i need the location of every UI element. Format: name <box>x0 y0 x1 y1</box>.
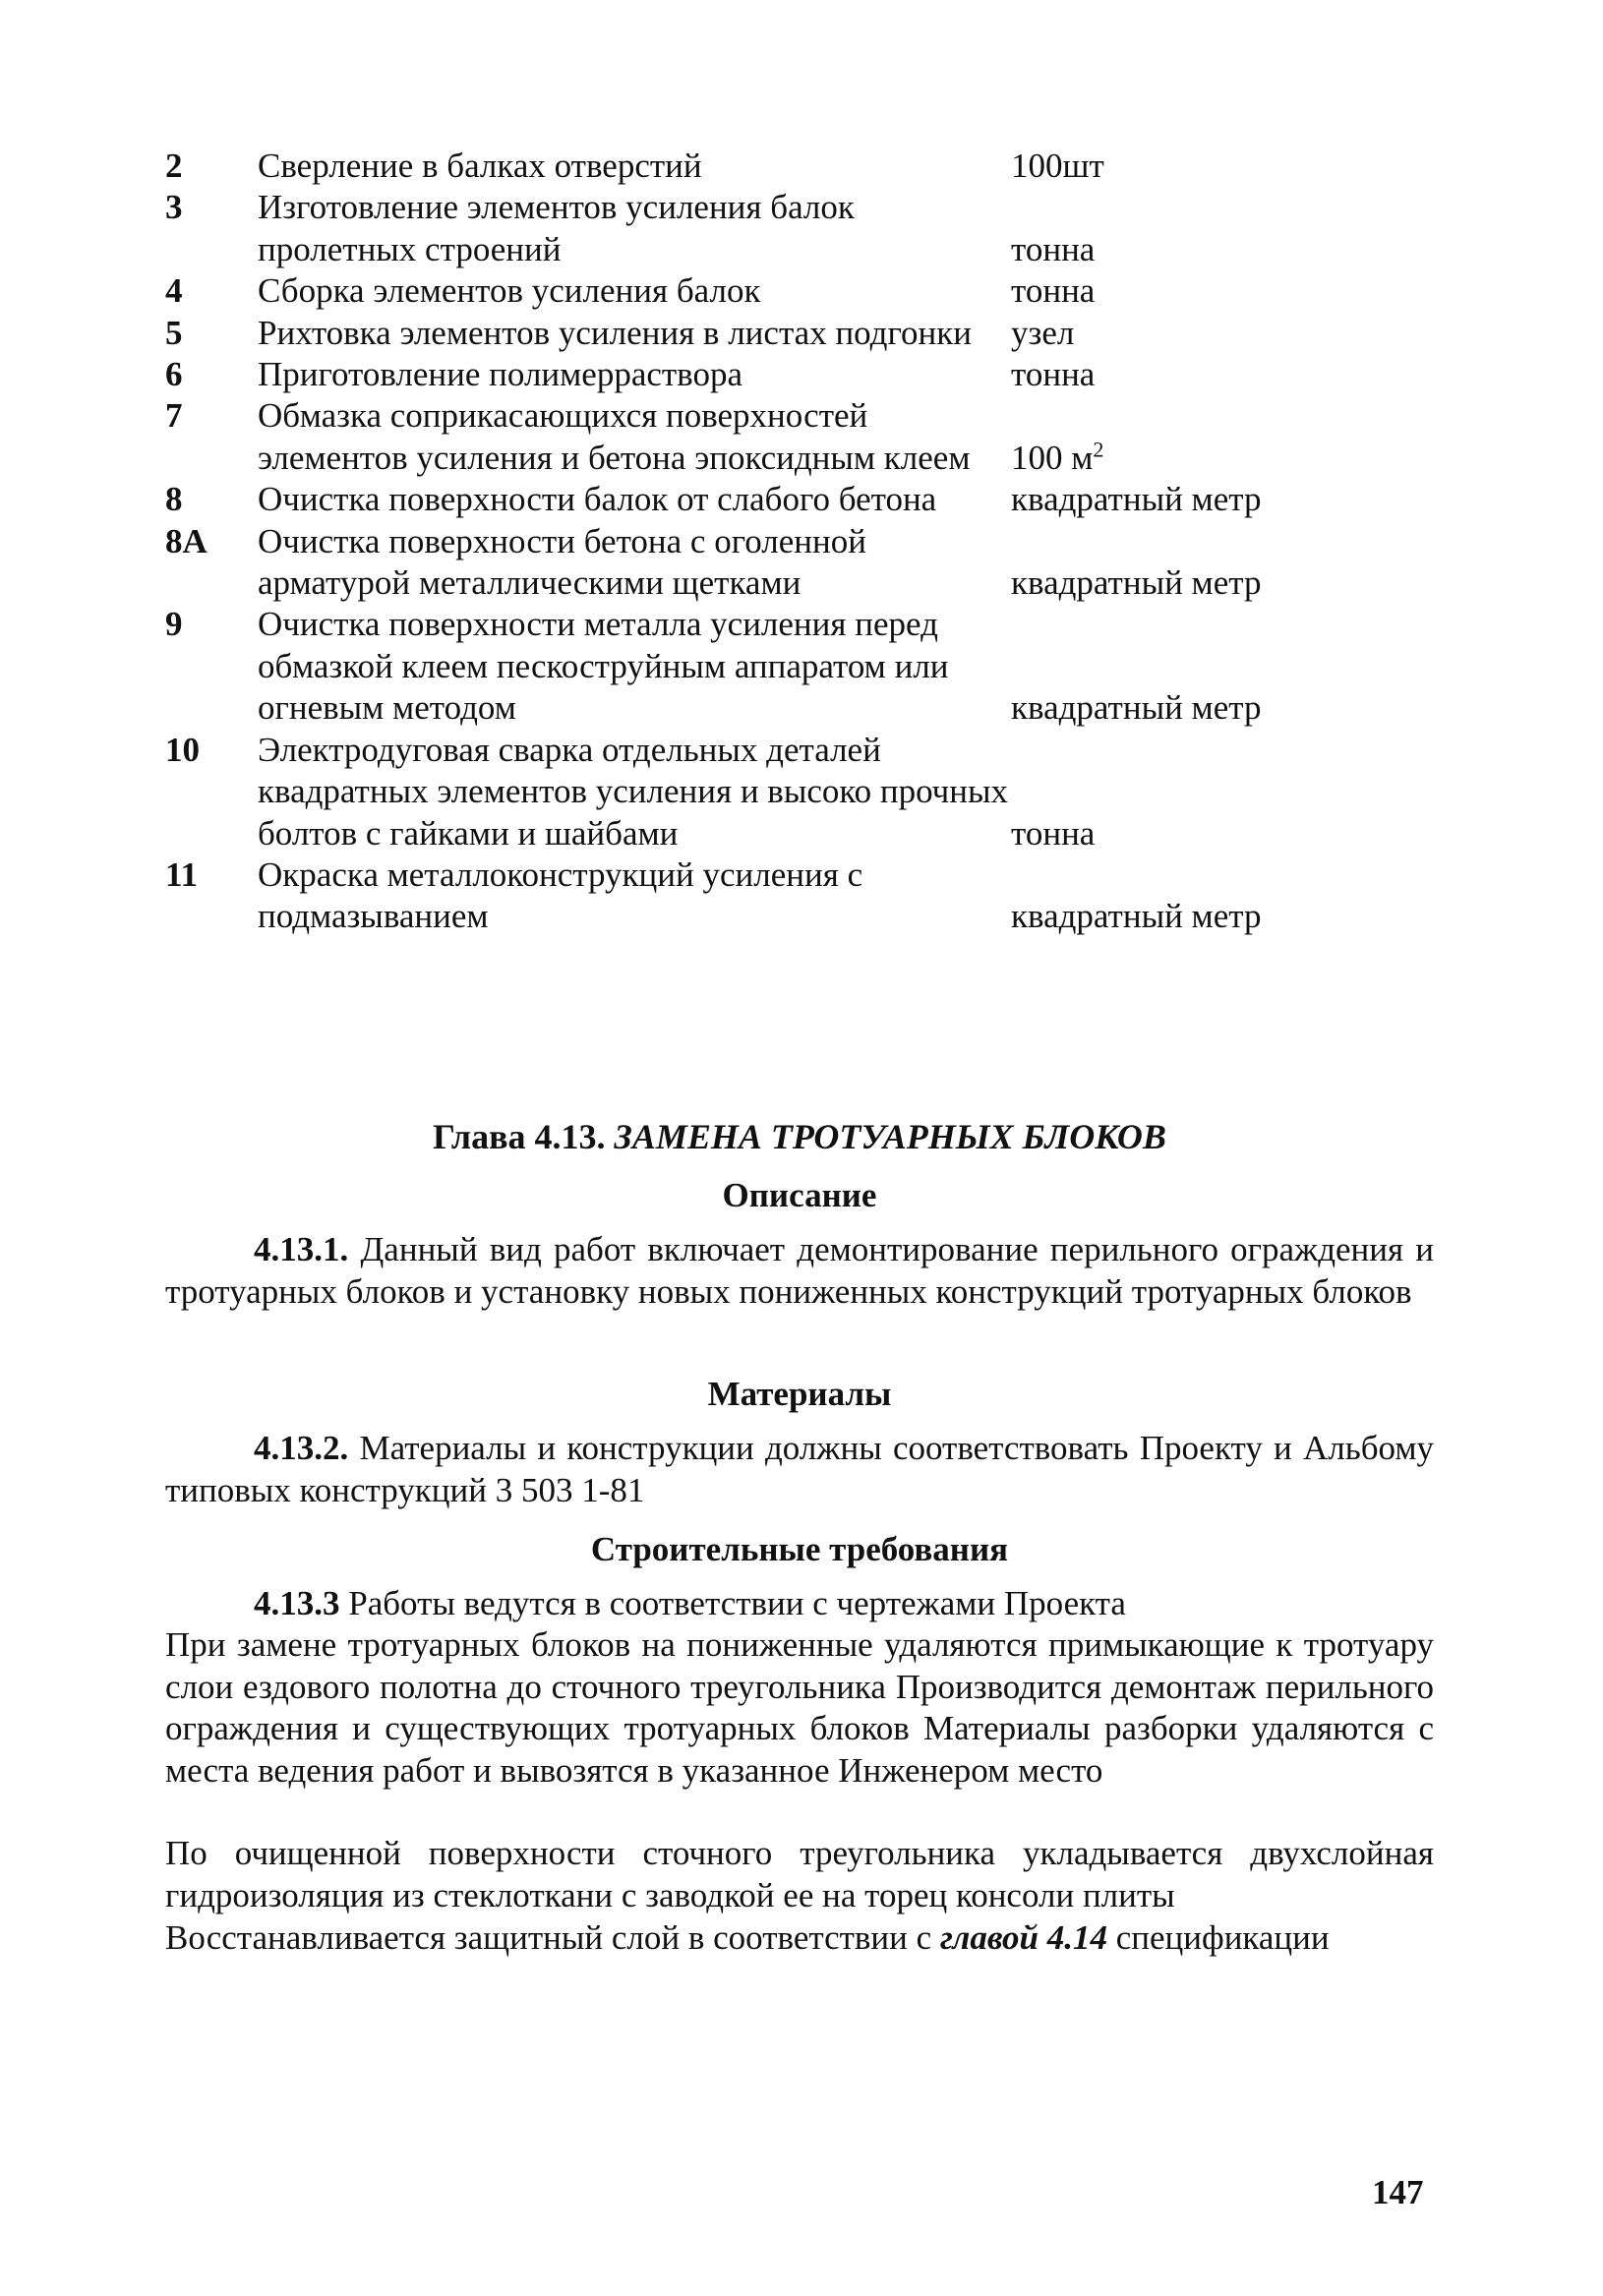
paragraph-waterproofing: По очищенной поверхности сточного треугольника укладывается двухслойная гидроизоляция из стеклоткани с заводкой ее на торец консоли плиты <box>165 1834 1434 1914</box>
table-row <box>165 854 1326 938</box>
unit-superscript: 2 <box>1093 437 1104 462</box>
row-unit: тонна <box>1011 813 1096 853</box>
paragraph-text: Восстанавливается защитный слой в соответствии с <box>165 1918 932 1957</box>
page-number: 147 <box>1372 2173 1424 2211</box>
row-unit: квадратный метр <box>1011 688 1262 728</box>
paragraph-text: спецификации <box>1115 1918 1330 1957</box>
row-description: Сверление в балках отверстий <box>258 147 702 185</box>
table-row <box>165 270 1326 312</box>
paragraph-text: Работы ведутся в соответствии с чертежами Проекта <box>348 1584 1126 1622</box>
row-unit: квадратный метр <box>1011 897 1262 936</box>
row-unit: 100шт <box>1011 147 1104 185</box>
paragraph-protective-layer <box>165 1917 1434 1960</box>
chapter-title-name: ЗАМЕНА ТРОТУАРНЫХ БЛОКОВ <box>614 1117 1166 1156</box>
paragraph-number: 4.13.2. <box>254 1429 349 1467</box>
row-number: 3 <box>165 188 183 227</box>
requirements-heading: Строительные требования <box>590 1530 1009 1568</box>
row-number: 8А <box>165 521 208 560</box>
description-heading: Описание <box>722 1176 877 1214</box>
row-number: 9 <box>165 605 183 644</box>
paragraph-text: Материалы и конструкции должны соответствовать Проекту и Альбому типовых конструкций 3 503 1-81 <box>165 1429 1435 1509</box>
table-row <box>165 354 1326 395</box>
table-row <box>165 521 1326 605</box>
table-row <box>165 730 1326 854</box>
chapter-reference: главой 4.14 <box>939 1918 1107 1957</box>
row-description: Очистка поверхности бетона с оголенной арматурой металлическими щетками <box>258 521 866 603</box>
row-number: 4 <box>165 271 183 311</box>
paragraph-4-13-3 <box>165 1583 1434 1625</box>
row-description: Очистка поверхности балок от слабого бетона <box>258 480 937 519</box>
row-number: 7 <box>165 396 183 436</box>
row-description: Очистка поверхности металла усиления перед обмазкой клеем пескоструйным аппаратом или огневым методом <box>258 605 949 728</box>
table-row <box>165 146 1326 187</box>
table-row <box>165 187 1326 270</box>
row-unit: узел <box>1011 313 1075 352</box>
row-unit <box>1011 395 1326 479</box>
row-unit: квадратный метр <box>1011 480 1262 519</box>
paragraph-4-13-2 <box>165 1428 1434 1511</box>
row-number: 2 <box>165 147 183 185</box>
row-description: Обмазка соприкасающихся поверхностей элементов усиления и бетона эпоксидным клеем <box>258 396 971 477</box>
row-unit: квадратный метр <box>1011 563 1262 603</box>
row-description: Рихтовка элементов усиления в листах подгонки <box>258 313 972 352</box>
row-number: 10 <box>165 730 200 769</box>
paragraph-number: 4.13.1. <box>254 1230 349 1268</box>
table-row <box>165 479 1326 520</box>
row-description: Изготовление элементов усиления балок пролетных строений <box>258 188 855 268</box>
row-number: 11 <box>165 854 199 894</box>
paragraph-number: 4.13.3 <box>254 1584 340 1622</box>
row-number: 6 <box>165 355 183 394</box>
row-description: Окраска металлоконструкций усиления с подмазыванием <box>258 854 863 936</box>
row-unit: тонна <box>1011 355 1096 394</box>
row-unit: тонна <box>1011 271 1096 311</box>
paragraph-text: Данный вид работ включает демонтирование перильного ограждения и тротуарных блоков и установку новых пониженных конструкций тротуарных блоков <box>165 1230 1434 1311</box>
paragraph-replacement: При замене тротуарных блоков на пониженные удаляются примыкающие к тротуару слои ездового полотна до сточного треугольника Производится демонтаж перильного ограждения и существующих тротуарных блоков Материалы разборки удаляются с места ведения работ и вывозятся в указанное Инженером место <box>165 1625 1434 1790</box>
row-number: 5 <box>165 313 183 352</box>
paragraph-4-13-1 <box>165 1229 1434 1313</box>
table-row <box>165 395 1326 479</box>
table-row <box>165 604 1326 729</box>
chapter-title <box>165 1116 1434 1157</box>
work-items-table <box>165 146 1326 938</box>
chapter-title-prefix: Глава 4.13. <box>433 1117 606 1156</box>
row-unit: тонна <box>1011 229 1096 268</box>
row-description: Приготовление полимерраствора <box>258 355 743 394</box>
row-description: Сборка элементов усиления балок <box>258 271 761 311</box>
row-number: 8 <box>165 480 183 519</box>
materials-heading: Материалы <box>707 1375 892 1413</box>
row-description: Электродуговая сварка отдельных деталей квадратных элементов усиления и высоко прочных болтов с гайками и шайбами <box>258 730 1009 853</box>
table-row <box>165 313 1326 354</box>
unit-text: 100 м <box>1011 438 1094 477</box>
